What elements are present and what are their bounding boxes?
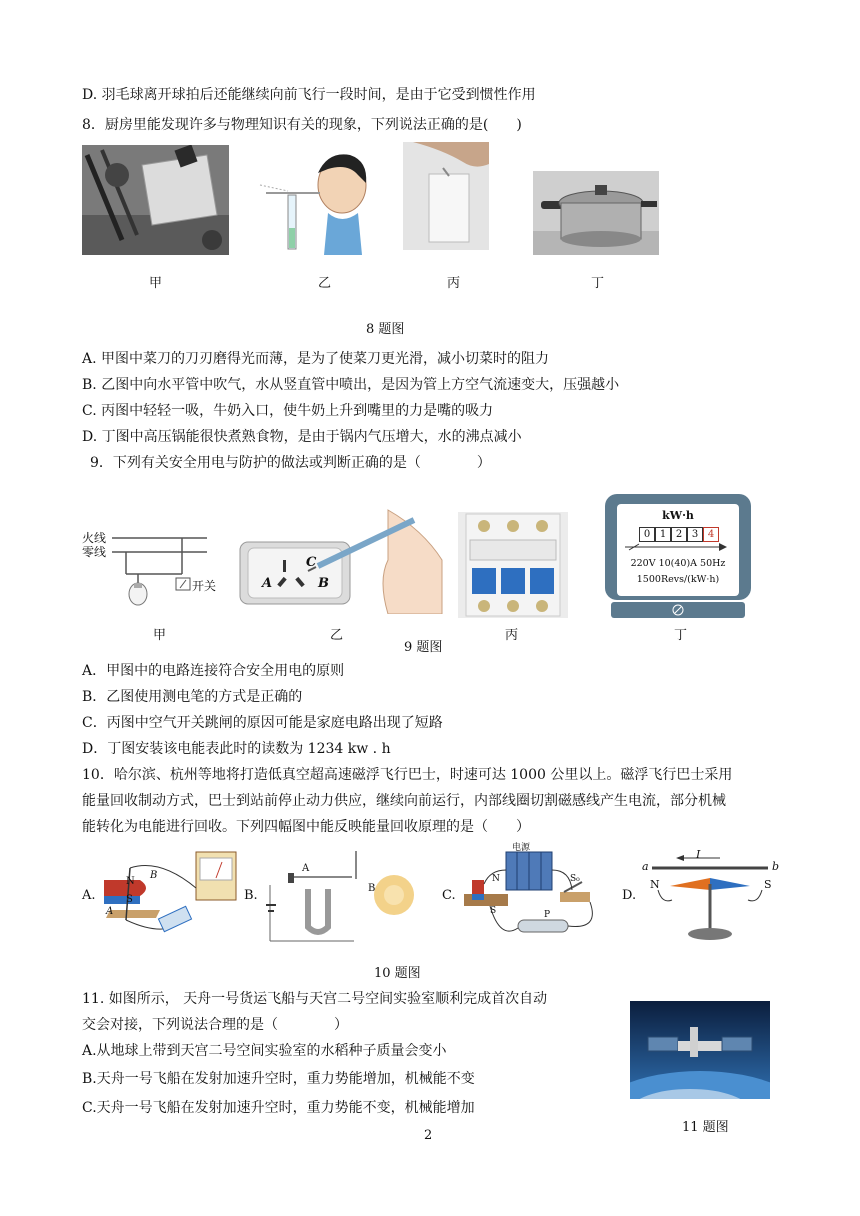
q10-stem-line3: 能转化为电能进行回收。下列四幅图中能反映能量回收原理的是（ ）	[82, 819, 530, 835]
q11-option-c: C.天舟一号飞船在发射加速升空时，重力势能不变，机械能增加	[82, 1100, 475, 1116]
q11-stem-line1: 11. 如图所示， 天舟一号货运飞船与天宫二号空间实验室顺利完成首次自动	[82, 991, 548, 1007]
q10-d-a: a	[642, 860, 649, 873]
q9-socket-b: B	[318, 576, 329, 591]
q8-label-jia: 甲	[149, 276, 163, 291]
q9-live-wire-label: 火线	[82, 531, 107, 545]
q9-option-d: D．丁图安装该电能表此时的读数为 1234 kw . h	[82, 741, 391, 757]
meter-digit: 0	[639, 527, 655, 542]
q10-d-current: I	[696, 848, 701, 861]
q10-c-s: S	[490, 906, 497, 916]
q10-a-n: N	[126, 876, 135, 887]
q10-fig-a-generator	[100, 848, 240, 940]
q8-label-bing: 丙	[447, 276, 461, 291]
q8-fig-bing-milk-box	[403, 142, 489, 250]
q8-label-ding: 丁	[591, 276, 605, 291]
q10-stem-line2: 能量回收制动方式，巴士到站前停止动力供应，继续向前运行，内部线圈切割磁感线产生电流，部分机械	[82, 793, 726, 809]
q9-meter-spec: 220V 10(40)A 50Hz	[630, 558, 726, 569]
q10-c-power: 电源	[512, 843, 531, 853]
q10-fig-d-oersted	[640, 848, 790, 944]
q8-option-b: B. 乙图中向水平管中吹气，水从竖直管中喷出，是因为管上方空气流速变大，压强越小	[82, 377, 620, 393]
q11-option-a: A.从地球上带到天宫二号空间实验室的水稻种子质量会变小	[82, 1043, 447, 1059]
q9-socket-a: A	[262, 576, 273, 591]
q9-fig-yi-socket	[238, 500, 444, 614]
q8-stem: 8．厨房里能发现许多与物理知识有关的现象，下列说法正确的是( )	[82, 117, 522, 133]
q10-c-s0: S₀	[570, 874, 580, 884]
q9-stem: 9．下列有关安全用电与防护的做法或判断正确的是（ ）	[90, 455, 491, 471]
q10-d-s: S	[764, 878, 772, 891]
q10-letter-d: D.	[622, 888, 637, 903]
q10-b-b: B	[368, 883, 376, 894]
q11-caption: 11 题图	[682, 1120, 729, 1135]
q9-meter-unit: kW·h	[662, 509, 694, 522]
q9-meter-digits	[639, 527, 719, 542]
q10-d-n: N	[650, 878, 660, 891]
q10-d-b: b	[772, 860, 780, 873]
q10-a-pointA: A	[106, 906, 114, 917]
q8-fig-ding-pressure-cooker	[533, 171, 659, 255]
q9-caption: 9 题图	[404, 640, 443, 655]
q7-option-d: D. 羽毛球离开球拍后还能继续向前飞行一段时间，是由于它受到惯性作用	[82, 87, 536, 103]
q10-fig-c-motor	[460, 840, 610, 946]
q9-switch-label: 开关	[192, 579, 217, 593]
q9-fig-bing-breaker	[458, 512, 568, 618]
q8-caption: 8 题图	[366, 322, 405, 337]
q9-label-jia: 甲	[153, 628, 167, 643]
q10-c-p: P	[544, 910, 551, 920]
q9-option-c: C．丙图中空气开关跳闸的原因可能是家庭电路出现了短路	[82, 715, 443, 731]
q9-label-yi: 乙	[330, 628, 344, 643]
q10-letter-c: C.	[442, 888, 456, 903]
q9-option-b: B．乙图使用测电笔的方式是正确的	[82, 689, 303, 705]
q11-option-b: B.天舟一号飞船在发射加速升空时，重力势能增加，机械能不变	[82, 1071, 475, 1087]
q10-a-s: S	[126, 894, 133, 905]
q8-fig-yi-blowing	[258, 143, 370, 255]
q9-fig-jia-circuit	[82, 526, 222, 616]
q9-label-ding: 丁	[674, 628, 688, 643]
q9-fig-ding-meter	[603, 494, 753, 620]
q9-neutral-wire-label: 零线	[82, 545, 107, 559]
q10-fig-b-electric-bell	[264, 845, 414, 943]
q9-label-bing: 丙	[505, 628, 519, 643]
q8-fig-jia-cleaver	[82, 145, 229, 255]
meter-digit-decimal: 4	[703, 527, 719, 542]
q9-socket-c: C	[306, 555, 317, 570]
meter-digit: 1	[655, 527, 671, 542]
q8-option-c: C. 丙图中轻轻一吸，牛奶入口，使牛奶上升到嘴里的力是嘴的吸力	[82, 403, 494, 419]
meter-digit: 3	[687, 527, 703, 542]
q8-option-a: A. 甲图中菜刀的刀刃磨得光而薄，是为了使菜刀更光滑，减小切菜时的阻力	[82, 351, 550, 367]
q9-option-a: A．甲图中的电路连接符合安全用电的原则	[82, 663, 345, 679]
q10-a-pointB: B	[150, 870, 158, 881]
q11-fig-spacecraft	[630, 1001, 770, 1099]
q10-letter-a: A.	[82, 888, 96, 903]
page-number: 2	[424, 1128, 433, 1143]
q10-stem-line1: 10．哈尔滨、杭州等地将打造低真空超高速磁浮飞行巴士，时速可达 1000 公里以上。磁浮飞行巴士采用	[82, 767, 733, 783]
q8-option-d: D. 丁图中高压锅能很快煮熟食物，是由于锅内气压增大，水的沸点减小	[82, 429, 522, 445]
q10-c-n: N	[492, 874, 500, 884]
q9-meter-revs: 1500Revs/(kW·h)	[636, 574, 720, 585]
q10-caption: 10 题图	[374, 966, 421, 981]
q10-b-a: A	[302, 863, 310, 874]
q10-letter-b: B.	[244, 888, 258, 903]
q11-stem-line2: 交会对接，下列说法合理的是（ ）	[82, 1017, 348, 1033]
q8-label-yi: 乙	[318, 276, 332, 291]
meter-digit: 2	[671, 527, 687, 542]
